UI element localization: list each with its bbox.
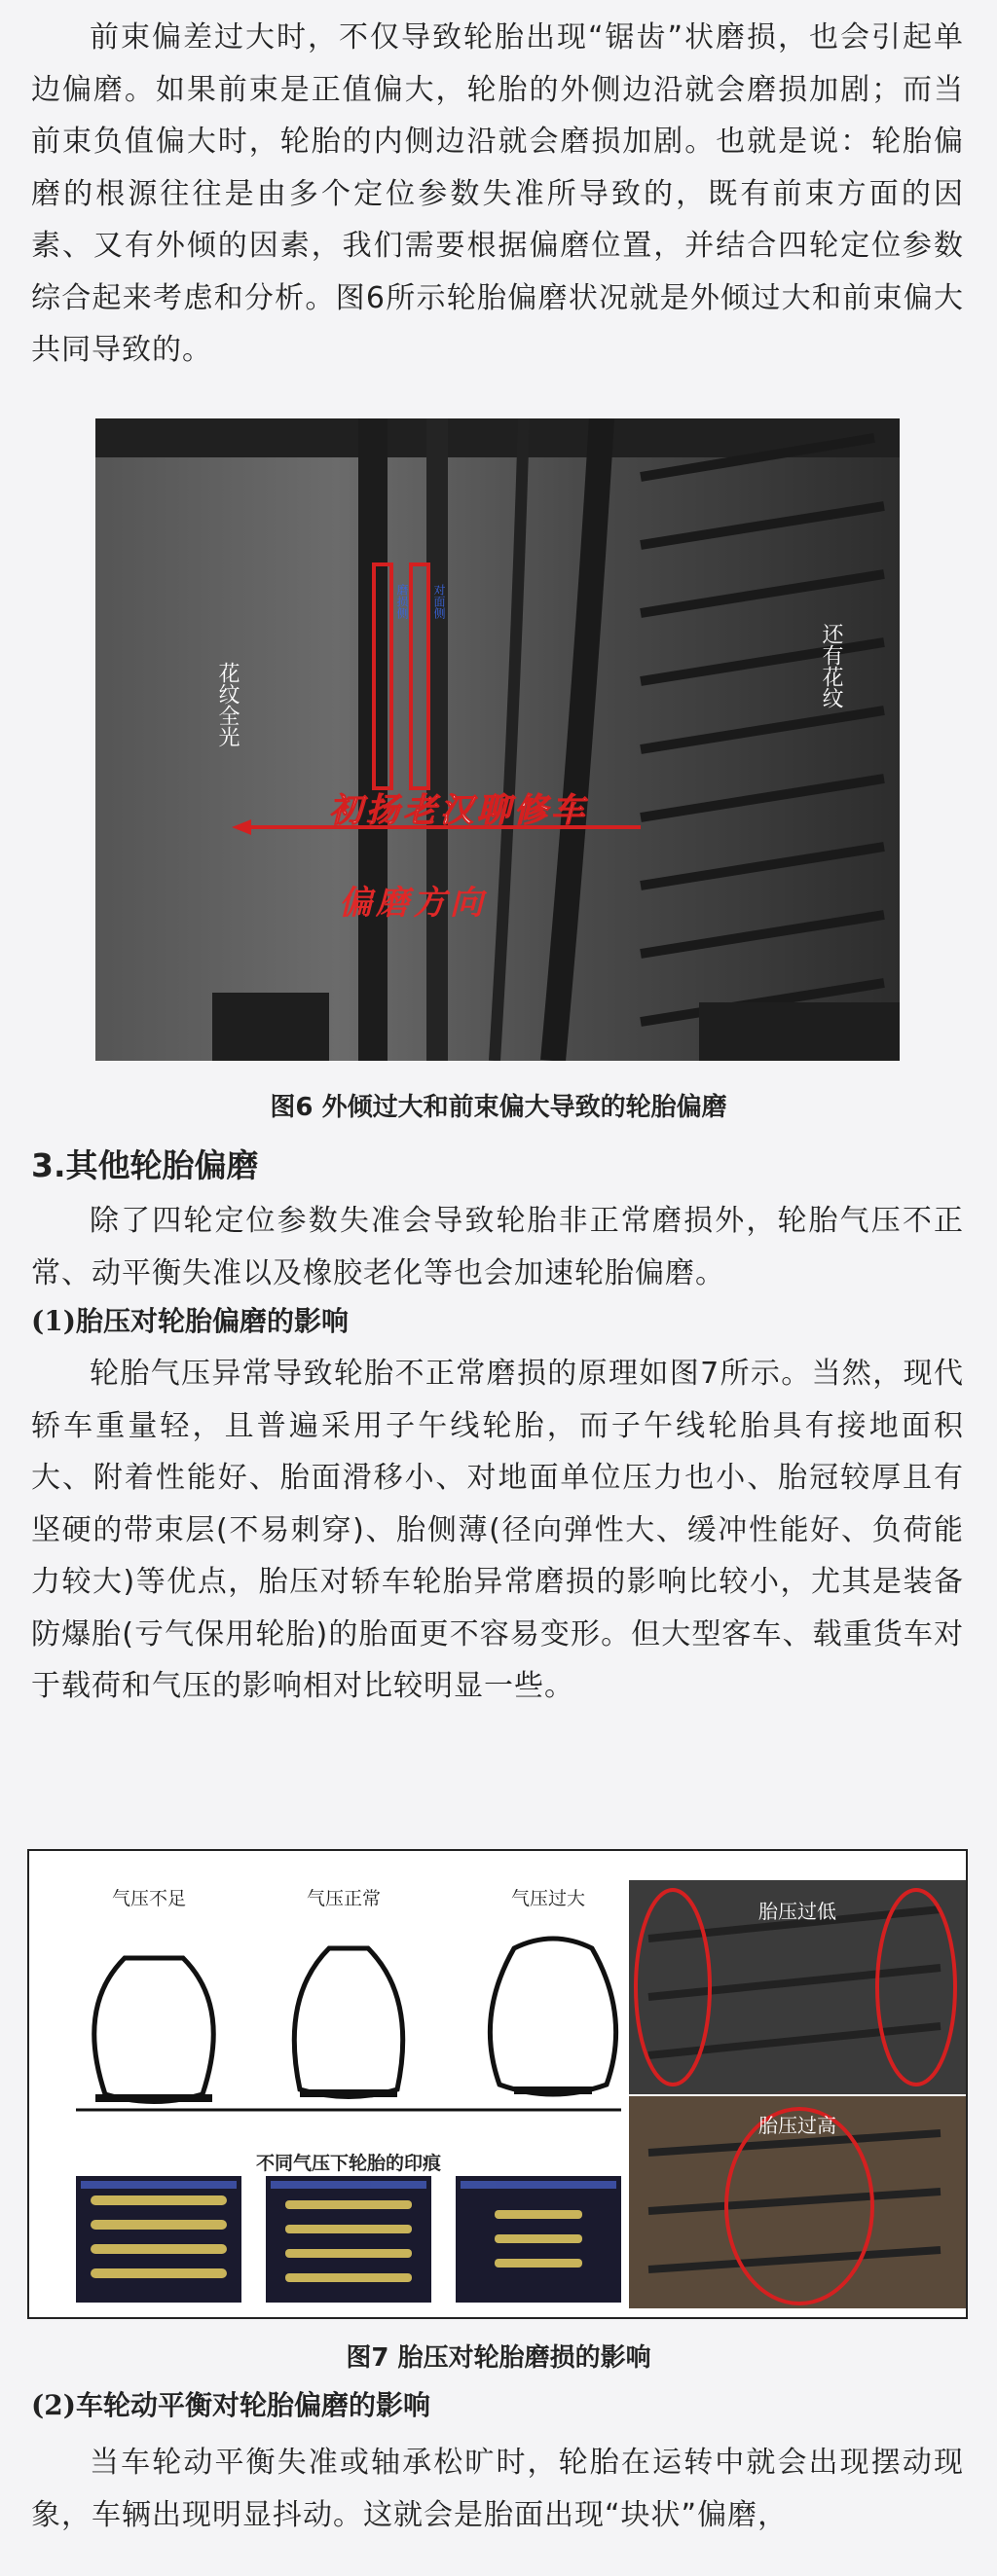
label-tread-worn: 花纹全光 xyxy=(215,662,240,747)
section-3-title: 3.其他轮胎偏磨 xyxy=(31,1146,259,1184)
figure-6-tire-photo xyxy=(95,418,900,1061)
subsection-wheel-balance-title: (2)车轮动平衡对轮胎偏磨的影响 xyxy=(31,2389,430,2421)
tire-footprints xyxy=(56,2176,641,2312)
figure-7-caption: 图7 胎压对轮胎磨损的影响 xyxy=(346,2343,651,2373)
label-overinflated: 气压过大 xyxy=(510,1888,585,1909)
wear-direction-label: 偏磨方向 xyxy=(339,884,487,923)
label-high-pressure: 胎压过高 xyxy=(758,2114,836,2137)
tire-cross-sections xyxy=(56,1870,641,2133)
paragraph-tire-pressure: 轮胎气压异常导致轮胎不正常磨损的原理如图7所示。当然，现代轿车重量轻，且普遍采用子午线轮胎，而子午线轮胎具有接地面积大、附着性能好、胎面滑移小、对地面单位压力也小、胎冠较厚且有坚硬的带束层(不易刺穿)、胎侧薄(径向弹性大、缓冲性能好、负荷能力较大)等优点，胎压对轿车轮胎异常磨损的影响比较小，尤其是装备防爆胎(亏气保用轮胎)的胎面更不容易变形。但大型客车、载重货车对于载荷和气压的影响相对比较明显一些。 xyxy=(31,1357,964,1703)
footprint-caption: 不同气压下轮胎的印痕 xyxy=(255,2153,441,2174)
label-low-pressure: 胎压过低 xyxy=(758,1900,836,1923)
figure-7-tire-pressure xyxy=(27,1849,968,2319)
label-tread-remaining: 还有花纹 xyxy=(819,623,843,708)
paragraph-other-wear: 除了四轮定位参数失准会导致轮胎非正常磨损外，轮胎气压不正常、动平衡失准以及橡胶老化等也会加速轮胎偏磨。 xyxy=(31,1204,964,1290)
pressure-diagrams xyxy=(56,1870,641,2308)
pressure-wear-photos xyxy=(629,1880,966,2308)
paragraph-wheel-balance: 当车轮动平衡失准或轴承松旷时，轮胎在运转中就会出现摆动现象，车辆出现明显抖动。这就会是胎面出现“块状”偏磨， xyxy=(31,2446,964,2532)
paragraph-front-toe: 前束偏差过大时，不仅导致轮胎出现“锯齿”状磨损，也会引起单边偏磨。如果前束是正值偏大，轮胎的外侧边沿就会磨损加剧；而当前束负值偏大时，轮胎的内侧边沿就会磨损加剧。也就是说：轮胎偏磨的根源往往是由多个定位参数失准所导致的，既有前束方面的因素、又有外倾的因素，我们需要根据偏磨位置，并结合四轮定位参数综合起来考虑和分析。图6所示轮胎偏磨状况就是外倾过大和前束偏大共同导致的。 xyxy=(31,20,964,367)
subsection-tire-pressure-title: (1)胎压对轮胎偏磨的影响 xyxy=(31,1305,349,1337)
watermark-text: 初扬老汉聊修车 xyxy=(329,791,588,830)
label-worn-side: 磨损侧 xyxy=(395,584,409,619)
label-underinflated: 气压不足 xyxy=(111,1888,186,1909)
label-normal: 气压正常 xyxy=(306,1888,381,1909)
worn-tire-photos xyxy=(629,1880,966,2308)
figure-6-caption: 图6 外倾过大和前束偏大导致的轮胎偏磨 xyxy=(270,1093,727,1122)
label-opposite-side: 对面侧 xyxy=(432,584,446,619)
